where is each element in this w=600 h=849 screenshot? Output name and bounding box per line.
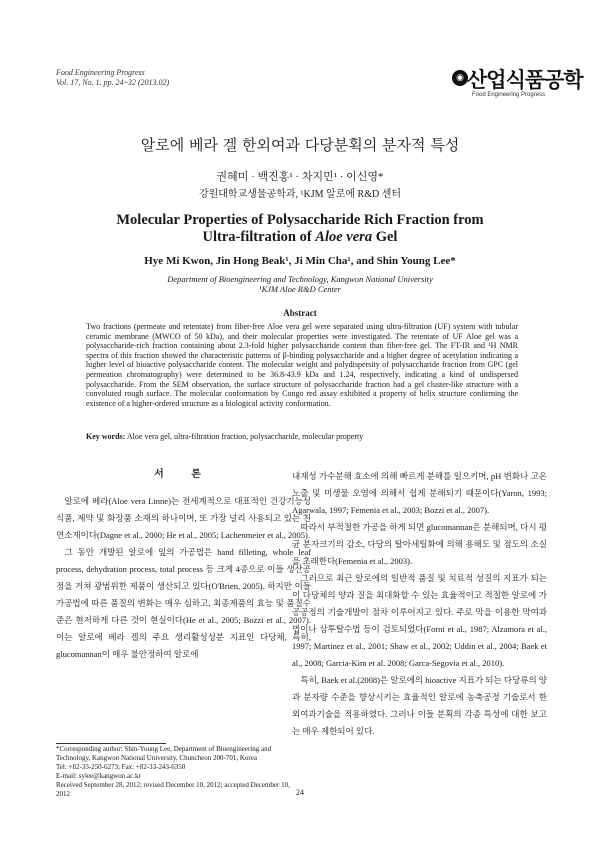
journal-volume: Vol. 17, No. 1. pp. 24~32 (2013.02) <box>56 78 170 87</box>
logo-text-en: Food Engineering Progress <box>472 92 546 98</box>
paragraph: 그러므로 최근 알로에의 일반적 품질 및 치료적 성질의 지표가 되는 이 다당체의 양과 질을 최대화할 수 있는 효율적이고 적절한 알로에 가공공정의 기술개발이 점차 이루어지고 있다. 주로 막을 이용한 막여과법이나 삼투탈수법 등이 검토되었다(Forni et al., 1987; Alzamora et al., 1997; Martinez et al., 2001; Shaw et al., 2002; Uddin et al., 2004; Baek et al., 2008; Garcia-Kim et al. 2008; Garca-Segovia et al., 2010). <box>292 573 547 668</box>
received-dates: Received September 28, 2012; revised December 10, 2012; accepted December 10, 2012 <box>56 781 290 798</box>
journal-info <box>56 68 169 88</box>
paragraph: 특히, Baek et al.(2008)은 알로에의 bioactive 지표가 되는 다당류의 양과 분자량 수준을 향상시키는 효율적인 알로에 농축공정 기술로서 한외여과기술을 적용하였다. 그러나 이들 분획의 각종 특성에 대한 보고는 매우 제한되어 있다. <box>292 675 548 736</box>
paragraph: 알로에 베라(Aloe vera Linne)는 전세계적으로 대표적인 건강기능성 식품, 제약 및 화장품 소재의 하나이며, 또 가장 널리 사용되고 있는 천연소재이다(Dagne et al., 2000; He et al., 2005; Lachenmeier et al., 2005). <box>56 496 311 540</box>
english-title <box>40 212 560 246</box>
korean-title: 알로에 베라 겔 한외여과 다당분획의 분자적 특성 <box>140 136 460 154</box>
body-right-column <box>292 468 547 740</box>
paragraph: 그 동안 개발된 알로에 잎의 가공법은 hand filleting, whole leaf process, dehydration process, total process 등 크게 4종으로 이들 생산공정을 거쳐 광범위한 제품이 생산되고 있다(O'Brien, 2005). 하지만 이들 가공법에 따른 품질의 변화는 매우 심하고, 최종제품의 효능 및 품질수준은 현저하게 다른 것이 현실이다(He et al., 2005; Bozzi et al., 2007). 이는 알로에 베라 겔의 주요 생리활성성분 지표인 다당체, 특히, glucomannan이 매우 불안정하여 알로에 <box>56 547 311 659</box>
affiliation-center: ¹KJM Aloe R&D Center <box>259 284 341 294</box>
body-left-column <box>56 466 311 663</box>
contact-email: E-mail: sylee@kangwon.ac.kr <box>56 772 141 780</box>
korean-affiliation: 강원대학교생물공학과, ¹KJM 알로에 R&D 센터 <box>198 189 402 200</box>
english-affiliation <box>40 274 560 294</box>
paragraph: 따라서 부적절한 가공을 하게 되면 glucomannan은 분해되며, 다시 평균 분자크기의 감소, 다당의 탈아세틸화에 의해 용해도 및 점도의 소실을 초래한다(Femenia et al., 2003). <box>292 522 547 566</box>
journal-logo <box>452 62 583 104</box>
page-number: 24 <box>296 788 304 797</box>
footnote-divider <box>56 743 166 744</box>
abstract-body: Two fractions (permeate and retentate) from fiber-free Aloe vera gel were separated using ultra-filtration (UF) system with tubular ceramic membrane (MWCO of 50 kDa), and their molecular properties were investigated. The retentate of UF Aloe gel was a polysaccharide-rich fraction containing about 2.3-fold higher polysaccharide content than fiber-free gel. The FT-IR and ¹H NMR spectra of this fraction showed the characteristic patterns of β-binding polysaccharide and a higher degree of acetylation indicating a higher level of bioactive polysaccharide content. The molecular weight and polydispersity of polysaccharide fraction from GPC (gel permeation chromatography) were determined to be 36.8-43.9 kDa and 1.24, respectively, indicating a kind of undispersed polysaccharide. From the SEM observation, the surface structure of polysaccharide fraction had a gel cluster-like structure with a convoluted rough surface. The molecular conformation by Congo red assay exhibited a property of helix structure confirming the existence of a higher-ordered structure as a biological activity conformation. <box>86 322 518 408</box>
abstract-heading: Abstract <box>283 308 317 318</box>
corresponding-author: *Corresponding author: Shin-Young Lee, Department of Bioengineering and Technology, Kangwon National University, Chuncheon 200-701, Korea <box>56 745 272 762</box>
section-heading: 서 론 <box>154 469 213 480</box>
keywords: Key words: Aloe vera gel, ultra-filtration fraction, polysaccharide, molecular property <box>86 432 364 441</box>
korean-authors: 권혜미 · 백진홍¹ · 차지민¹ · 이신영* <box>216 171 384 183</box>
logo-text-ko: 산업식품공학 <box>467 68 583 92</box>
contact-phone: Tel: +82-33-250-6273; Fax: +82-33-243-6350 <box>56 763 186 771</box>
english-title-line2: Ultra-filtration of Aloe vera Gel <box>202 229 398 245</box>
logo-badge-icon: ◉ <box>452 70 468 86</box>
journal-name: Food Engineering Progress <box>56 68 145 77</box>
affiliation-dept: Department of Bioengineering and Technology, Kangwon National University <box>167 274 433 284</box>
english-title-line1: Molecular Properties of Polysaccharide Rich Fraction from <box>116 212 484 228</box>
paragraph: 내재성 가수분해 효소에 의해 빠르게 분해를 일으키며, pH 변화나 고온노출 및 미생물 오염에 의해서 쉽게 분해되기 때문이다(Yaron, 1993; Agarwala, 1997; Femenia et al., 2003; Bozzi et al., 2007). <box>292 471 547 515</box>
english-authors: Hye Mi Kwon, Jin Hong Beak¹, Ji Min Cha¹, and Shin Young Lee* <box>144 255 456 267</box>
